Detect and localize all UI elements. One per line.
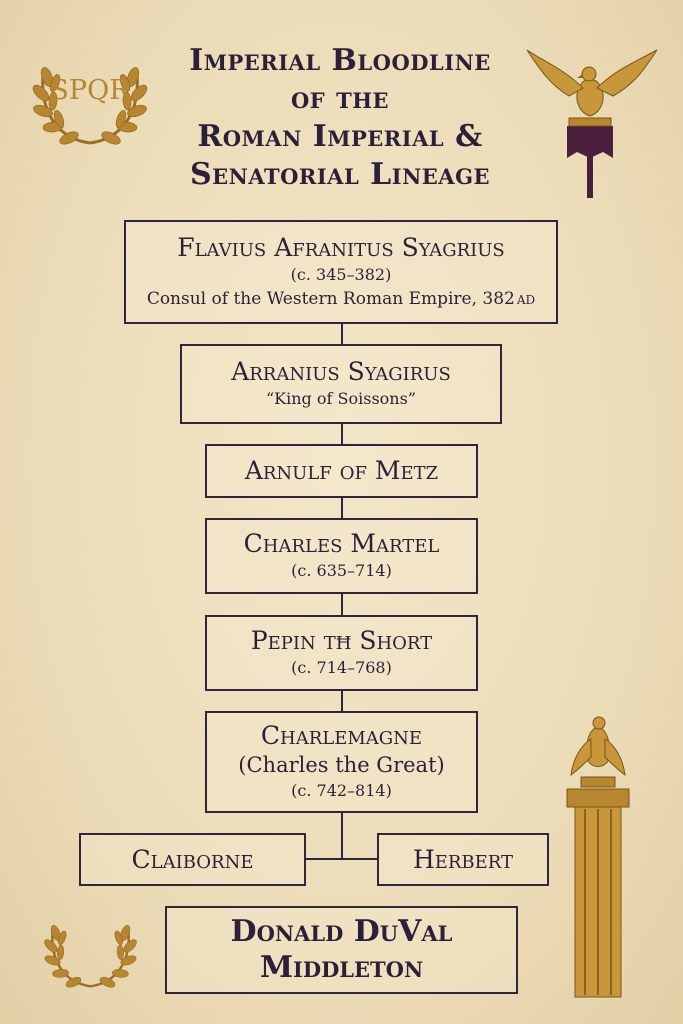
eagle-standard-icon — [525, 40, 660, 200]
node-dates: (c. 714–768) — [291, 658, 392, 677]
node-charles-martel — [205, 518, 478, 594]
eagle-column-icon — [563, 715, 633, 1000]
node-name: Charles Martel — [243, 529, 440, 558]
node-name: Charlemagne — [260, 721, 423, 750]
connector-line — [341, 322, 343, 345]
title-line-3: Roman Imperial & — [197, 119, 483, 154]
laurel-wreath-icon — [38, 895, 143, 1000]
node-role-suffix: AD — [516, 292, 536, 307]
node-dates: (c. 635–714) — [291, 561, 392, 580]
node-dates: (c. 345–382) — [290, 264, 392, 284]
node-arnulf-of-metz — [205, 444, 478, 498]
node-epithet: (Charles the Great) — [238, 753, 445, 777]
node-claiborne — [79, 833, 306, 886]
connector-line — [341, 497, 343, 519]
node-name: Flavius Afranitus Syagrius — [177, 232, 505, 262]
node-role — [147, 287, 535, 312]
connector-line — [341, 812, 343, 860]
node-role-text: Consul of the Western Roman Empire, 382 — [146, 288, 515, 309]
title-line-4: Senatorial Lineage — [189, 157, 491, 192]
connector-line — [341, 689, 343, 712]
title-line-2: of the — [290, 81, 390, 116]
spqr-emblem — [25, 35, 155, 155]
node-name-line-2: Middleton — [259, 950, 424, 985]
node-name: Claiborne — [131, 844, 254, 874]
node-pepin-the-short — [205, 615, 478, 691]
node-name: Herbert — [412, 844, 514, 874]
node-name-line-1: Donald DuVal — [230, 914, 453, 949]
connector-line — [341, 422, 343, 445]
node-epithet: “King of Soissons” — [266, 389, 416, 408]
node-name: Arnulf of Metz — [244, 456, 439, 485]
title-line-1: Imperial Bloodline — [189, 43, 491, 78]
node-flavius-afranitus-syagrius — [124, 220, 558, 324]
connector-line — [304, 858, 379, 860]
node-charlemagne — [205, 711, 478, 813]
node-name: Pepin tħ Short — [250, 626, 433, 655]
node-dates: (c. 742–814) — [291, 781, 392, 800]
page-title — [120, 42, 560, 194]
node-donald-duval-middleton — [165, 906, 518, 994]
node-herbert — [377, 833, 549, 886]
node-arranius-syagirus — [180, 344, 502, 424]
connector-line — [341, 593, 343, 616]
spqr-text: SPQR — [50, 75, 130, 106]
node-name: Arranius Syagirus — [231, 357, 451, 386]
